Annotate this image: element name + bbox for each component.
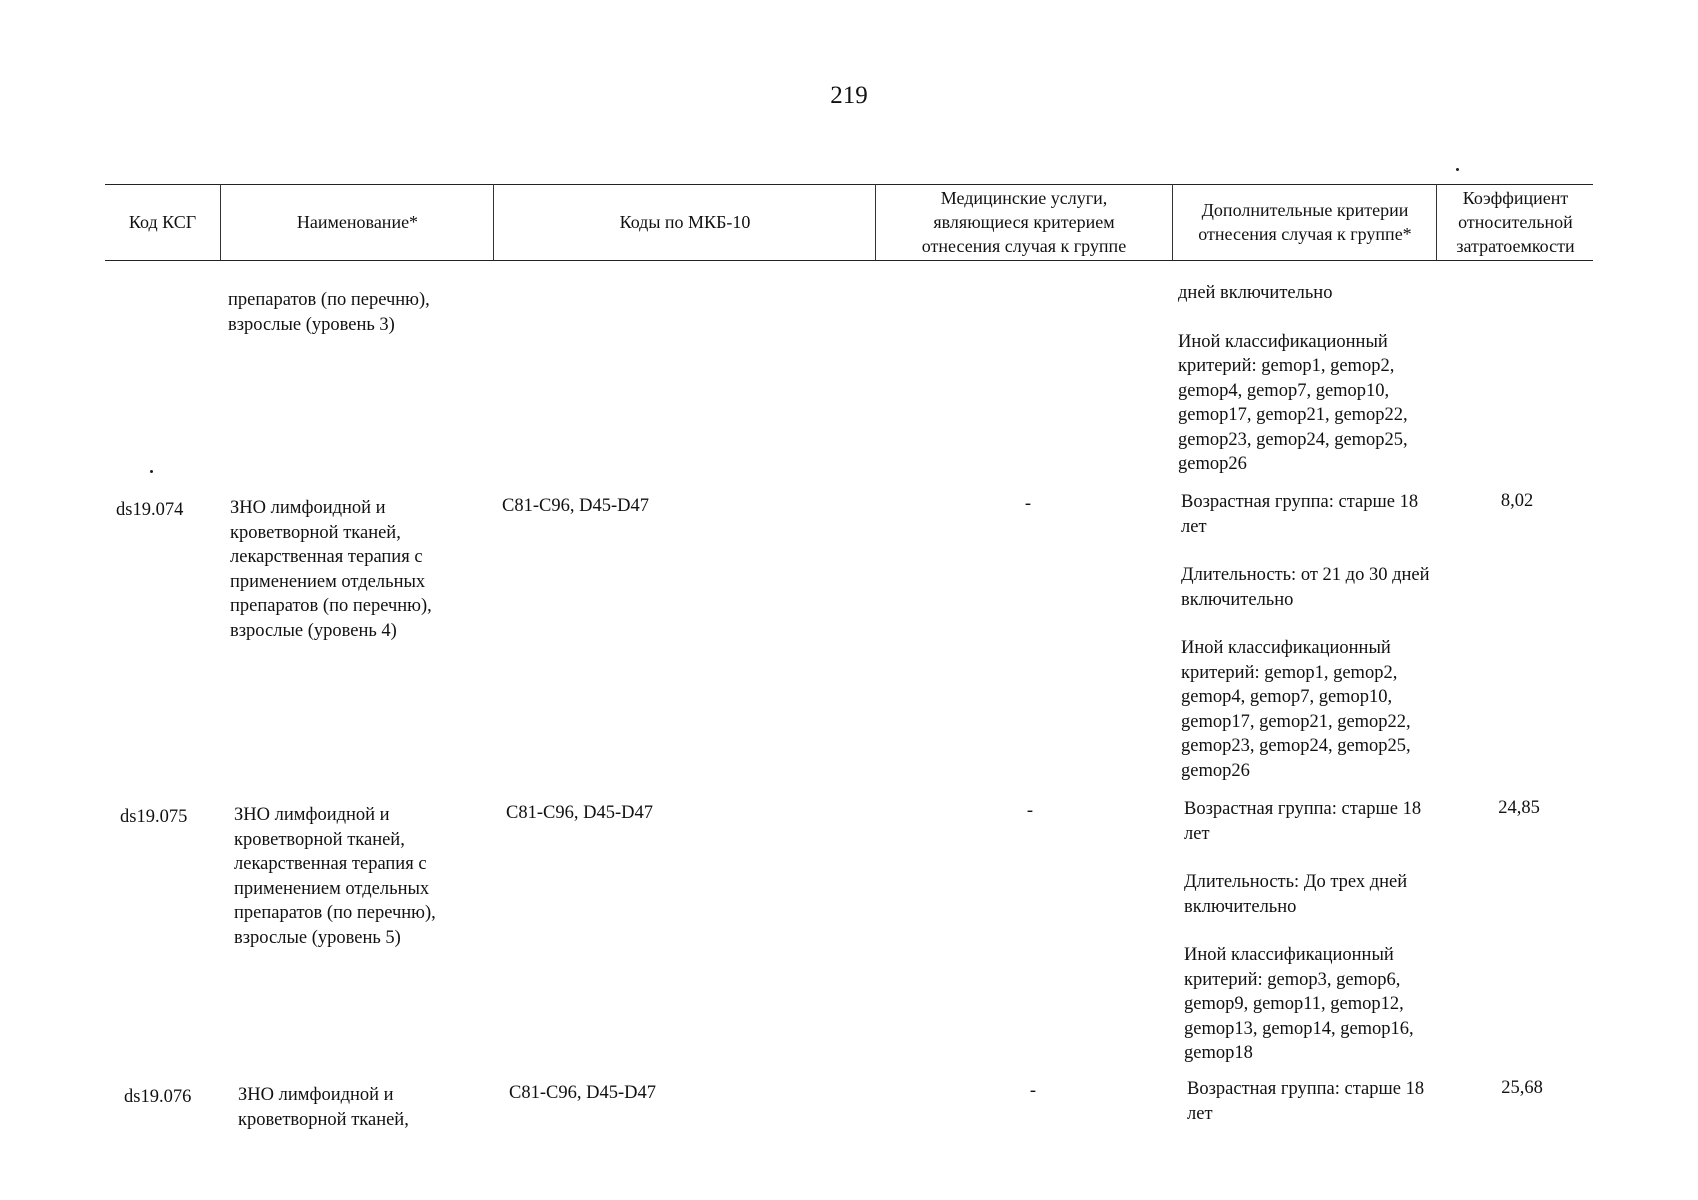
header-icd: Коды по МКБ-10 — [619, 212, 751, 232]
row-criteria — [1184, 797, 1444, 1066]
criteria-item: Возрастная группа: старше 18 лет — [1187, 1079, 1425, 1124]
continuation-criteria — [1178, 281, 1438, 477]
row-code: ds19.074 — [116, 500, 184, 520]
criteria-item: Иной классификационный критерий: gemop3, gemop6, gemop9, gemop11, gemop12, gemop13, gemop14, gemop16, gemop18 — [1184, 945, 1414, 1063]
criteria-item: Длительность: До трех дней включительно — [1184, 872, 1408, 917]
criteria-item: Возрастная группа: старше 18 лет — [1184, 799, 1422, 844]
criteria-item: Иной классификационный критерий: gemop1, gemop2, gemop4, gemop7, gemop10, gemop17, gemop21, gemop22, gemop23, gemop24, gemop25, gemop26 — [1178, 331, 1408, 474]
column-divider — [875, 184, 876, 260]
header-name: Наименование* — [296, 212, 419, 232]
header-coefficient: Коэффициент относительной затратоемкости — [1456, 188, 1575, 256]
column-divider — [1172, 184, 1173, 260]
column-divider — [493, 184, 494, 260]
row-services: - — [1029, 1081, 1037, 1101]
continuation-name: препаратов (по перечню), взрослые (уровень 3) — [228, 290, 430, 335]
header-criteria: Дополнительные критерии отнесения случая к группе* — [1198, 200, 1412, 244]
row-icd: C81-C96, D45-D47 — [502, 496, 649, 516]
header-code: Код КСГ — [128, 212, 197, 232]
column-divider — [1436, 184, 1437, 260]
scan-dot — [1456, 168, 1459, 171]
column-divider — [220, 184, 221, 260]
row-services: - — [1026, 801, 1034, 821]
row-coefficient: 24,85 — [1498, 798, 1540, 818]
header-services: Медицинские услуги, являющиеся критерием отнесения случая к группе — [921, 188, 1127, 256]
row-name: ЗНО лимфоидной и кроветворной тканей, — [238, 1085, 409, 1130]
criteria-item: дней включительно — [1178, 283, 1333, 303]
criteria-item: Длительность: от 21 до 30 дней включительно — [1181, 565, 1430, 610]
row-criteria — [1181, 490, 1441, 783]
row-name: ЗНО лимфоидной и кроветворной тканей, лекарственная терапия с применением отдельных препаратов (по перечню), взрослые (уровень 4) — [230, 498, 432, 641]
scan-dot — [150, 470, 153, 473]
row-icd: C81-C96, D45-D47 — [506, 803, 653, 823]
criteria-item: Иной классификационный критерий: gemop1, gemop2, gemop4, gemop7, gemop10, gemop17, gemop21, gemop22, gemop23, gemop24, gemop25, gemop26 — [1181, 638, 1411, 781]
header-bottom-rule — [105, 260, 1593, 261]
row-code: ds19.076 — [124, 1087, 192, 1107]
row-coefficient: 8,02 — [1500, 491, 1534, 511]
row-icd: C81-C96, D45-D47 — [509, 1083, 656, 1103]
row-code: ds19.075 — [120, 807, 188, 827]
row-coefficient: 25,68 — [1501, 1078, 1543, 1098]
row-criteria — [1187, 1077, 1447, 1126]
page-number: 219 — [830, 82, 868, 109]
criteria-item: Возрастная группа: старше 18 лет — [1181, 492, 1419, 537]
row-name: ЗНО лимфоидной и кроветворной тканей, лекарственная терапия с применением отдельных препаратов (по перечню), взрослые (уровень 5) — [234, 805, 436, 948]
row-services: - — [1024, 494, 1032, 514]
